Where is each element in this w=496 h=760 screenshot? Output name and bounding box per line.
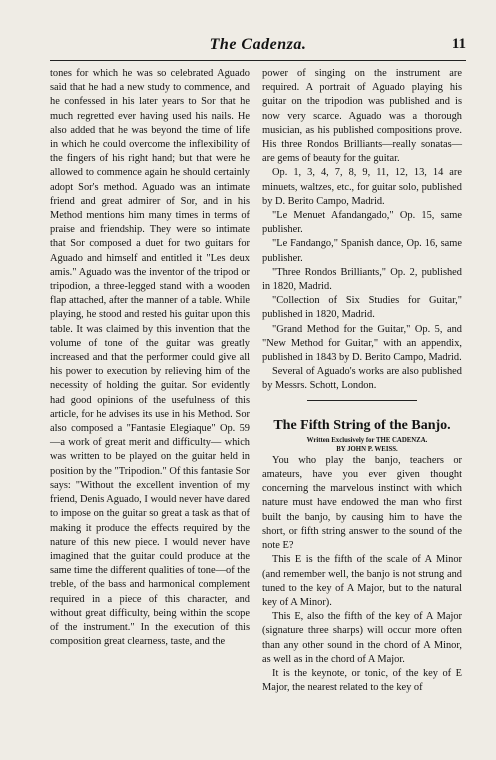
paragraph: This E is the fifth of the scale of A Minor (and remember well, the banjo is not strung and tuned to the key of A Major, but to the natural key of A Minor).: [262, 554, 462, 608]
article-separator: [307, 400, 417, 401]
page-number: 11: [451, 36, 466, 52]
paragraph: "Le Menuet Afandangado," Op. 15, same publisher.: [262, 210, 462, 236]
page-header: [50, 30, 466, 61]
paragraph: power of singing on the instrument are required. A portrait of Aguado playing his guitar on the tripodion was published and is now very scarce. Aguado was a thorough musician, as his published compositions prove. His three Rondos Brilliants—really sonatas—are gems of beauty for the guitar.: [262, 68, 462, 165]
article-author: BY JOHN P. WEISS.: [336, 445, 398, 453]
masthead: The Cadenza.: [209, 36, 307, 53]
paragraph: Several of Aguado's works are also published by Messrs. Schott, London.: [262, 366, 462, 392]
left-column: [50, 67, 250, 695]
text-columns: [50, 67, 466, 695]
paragraph: It is the keynote, or tonic, of the key of E Major, the nearest related to the key of: [262, 667, 462, 694]
right-column: [262, 67, 462, 695]
paragraph: "Le Fandango," Spanish dance, Op. 16, same publisher.: [262, 238, 462, 264]
paragraph: "Grand Method for the Guitar," Op. 5, and "New Method for Guitar," with an appendix, published in 1843 by D. Berito Campo, Madrid.: [262, 323, 462, 364]
article-title: The Fifth String of the Banjo.: [273, 417, 451, 433]
paragraph: tones for which he was so celebrated Aguado said that he had a new study to commence, and he confessed in his later years to Sor that he much regretted ever having used his nails. He also added that he was beyond the time of life in which he could overcome the inflexibility of the fingers of his right hand; but that were he allowed to commence again he should certainly adopt Sor's method. Aguado was an intimate friend and great admirer of Sor, and in his Method mentions him many times in terms of praise and friendship. They were so intimate that Sor composed a duet for two guitars for Aguado and himself and entitled it "Les deux amis." Aguado was the inventor of the tripod or tripodion, a three-legged stand with a wooden flap attached, after the manner of a table. While playing, he stood and rested his guitar upon this table. It was claimed by this invention that the volume of tone of the guitar was greatly increased and that the performer could give all his power to execution by relieving him of the necessity of holding the guitar. Sor evidently had good opinions of the usefulness of this article, for he advises its use in his Method. Sor also composed a "Fantasie Elegiaque" Op. 59 —a work of great merit and difficulty— which was written to be played on the guitar held in position by the "Tripodion." Of this fantasie Sor says: "Without the excellent invention of my friend, Denis Aguado, I would never have dared to impose on the guitar so great a task as that of making it produce the effects required by the nature of this new piece. I would never have imagined that the guitar could produce at the same time the different qualities of tone—of the treble, of the bass and harmonical complement required in a piece of this character, and without great difficulty, being within the scope of the instrument." In the execution of this composition great clearness, taste, and the: [50, 68, 250, 648]
paragraph: "Three Rondos Brilliants," Op. 2, published in 1820, Madrid.: [262, 266, 462, 293]
paragraph: Op. 1, 3, 4, 7, 8, 9, 11, 12, 13, 14 are minuets, waltzes, etc., for guitar solo, published by D. Berito Campo, Madrid.: [262, 167, 462, 207]
paragraph: "Collection of Six Studies for Guitar," published in 1820, Madrid.: [262, 295, 462, 321]
paragraph: This E, also the fifth of the key of A Major (signature three sharps) will occur more often than any other sound in the chord of A Minor, as well as in the chord of A Major.: [262, 611, 462, 665]
paragraph: You who play the banjo, teachers or amateurs, have you ever given thought concerning the marvelous instinct with which nature must have endowed the man who first built the banjo, by causing him to have the short, or fifth string answer to the sound of the note E?: [262, 454, 462, 552]
article-byline: Written Exclusively for THE CADENZA.: [306, 436, 428, 444]
